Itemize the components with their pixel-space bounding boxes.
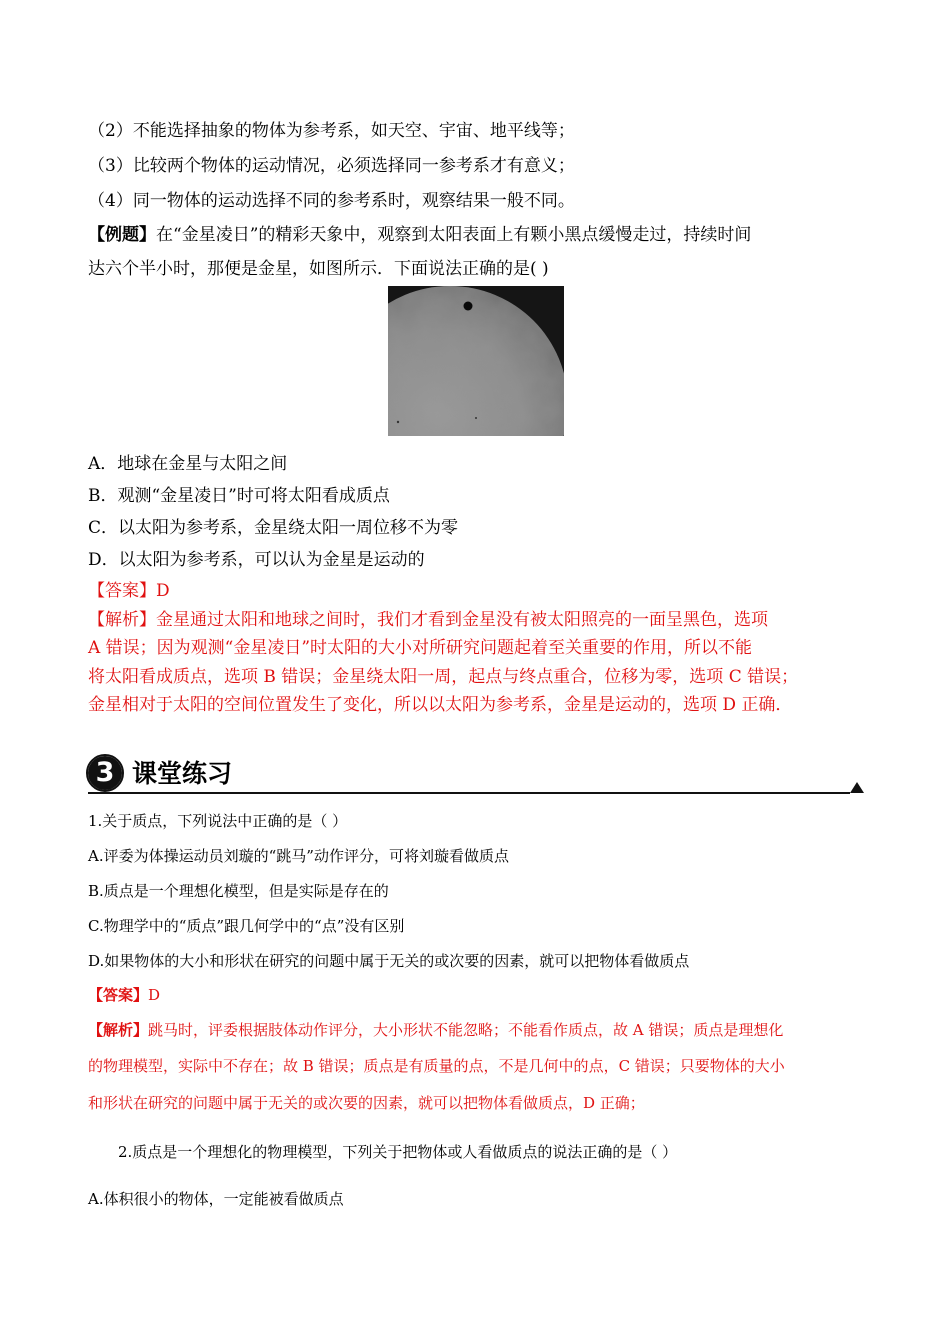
q1-option-a: A.评委为体操运动员刘璇的“跳马”动作评分，可将刘璇看做质点	[88, 847, 509, 865]
example-option-a: A．地球在金星与太阳之间	[88, 454, 288, 474]
example-analysis-line-1	[88, 605, 768, 630]
venus-dot	[464, 302, 473, 311]
q1-answer	[88, 984, 160, 1005]
analysis-tag: 【解析】	[88, 610, 156, 630]
q1-analysis-text-1: 跳马时，评委根据肢体动作评分，大小形状不能忽略；不能看作质点，故 A 错误；质点是理想化	[148, 1021, 784, 1039]
example-line-2: 达六个半小时，那便是金星，如图所示．下面说法正确的是( )	[88, 259, 549, 279]
example-analysis-line-4: 金星相对于太阳的空间位置发生了变化，所以以太阳为参考系，金星是运动的，选项 D 正确．	[88, 695, 793, 715]
intro-item-3: （3）比较两个物体的运动情况，必须选择同一参考系才有意义；	[88, 156, 575, 176]
q2-stem: 2.质点是一个理想化的物理模型，下列关于把物体或人看做质点的说法正确的是（ ）	[118, 1143, 678, 1161]
q1-answer-value: D	[148, 986, 161, 1004]
section-number: 3	[88, 756, 122, 790]
q1-analysis-line-2: 的物理模型，实际中不存在；故 B 错误；质点是有质量的点，不是几何中的点，C 错误；只要物体的大小	[88, 1057, 785, 1075]
intro-item-4: （4）同一物体的运动选择不同的参考系时，观察结果一般不同。	[88, 191, 575, 211]
q1-answer-tag: 【答案】	[88, 986, 149, 1004]
venus-transit-graphic	[388, 286, 564, 436]
example-option-c: C．以太阳为参考系，金星绕太阳一周位移不为零	[88, 518, 459, 538]
example-tag: 【例题】	[88, 225, 156, 245]
q2-option-a: A.体积很小的物体，一定能被看做质点	[88, 1190, 344, 1208]
example-answer	[88, 576, 170, 601]
example-line-1	[88, 220, 751, 245]
analysis-text-1: 金星通过太阳和地球之间时，我们才看到金星没有被太阳照亮的一面呈黑色，选项	[156, 610, 768, 630]
example-analysis-line-2: A 错误；因为观测“金星凌日”时太阳的大小对所研究问题起着至关重要的作用，所以不能	[88, 638, 753, 658]
section-title: 课堂练习	[132, 759, 233, 788]
q1-analysis-line-3: 和形状在研究的问题中属于无关的或次要的因素，就可以把物体看做质点，D 正确；	[88, 1094, 645, 1112]
q1-option-b: B.质点是一个理想化模型，但是实际是存在的	[88, 882, 389, 900]
section-header	[88, 752, 864, 796]
intro-item-2: （2）不能选择抽象的物体为参考系，如天空、宇宙、地平线等；	[88, 121, 575, 141]
example-analysis-line-3: 将太阳看成质点，选项 B 错误；金星绕太阳一周，起点与终点重合，位移为零，选项 C 错误；	[88, 667, 799, 687]
q1-stem: 1.关于质点，下列说法中正确的是（ ）	[88, 812, 348, 830]
venus-transit-image	[388, 286, 564, 436]
q1-analysis-line-1	[88, 1019, 783, 1040]
section-divider	[88, 792, 850, 794]
q1-analysis-tag: 【解析】	[88, 1021, 149, 1039]
example-option-b: B．观测“金星凌日”时可将太阳看成质点	[88, 486, 390, 506]
example-option-d: D．以太阳为参考系，可以认为金星是运动的	[88, 550, 425, 570]
q1-option-d: D.如果物体的大小和形状在研究的问题中属于无关的或次要的因素，就可以把物体看做质点	[88, 952, 690, 970]
answer-tag: 【答案】	[88, 581, 156, 601]
q1-option-c: C.物理学中的“质点”跟几何学中的“点”没有区别	[88, 917, 405, 935]
answer-value: D	[156, 581, 170, 601]
example-text-1: 在“金星凌日”的精彩天象中，观察到太阳表面上有颗小黑点缓慢走过，持续时间	[156, 225, 752, 245]
section-triangle-icon	[850, 782, 864, 793]
